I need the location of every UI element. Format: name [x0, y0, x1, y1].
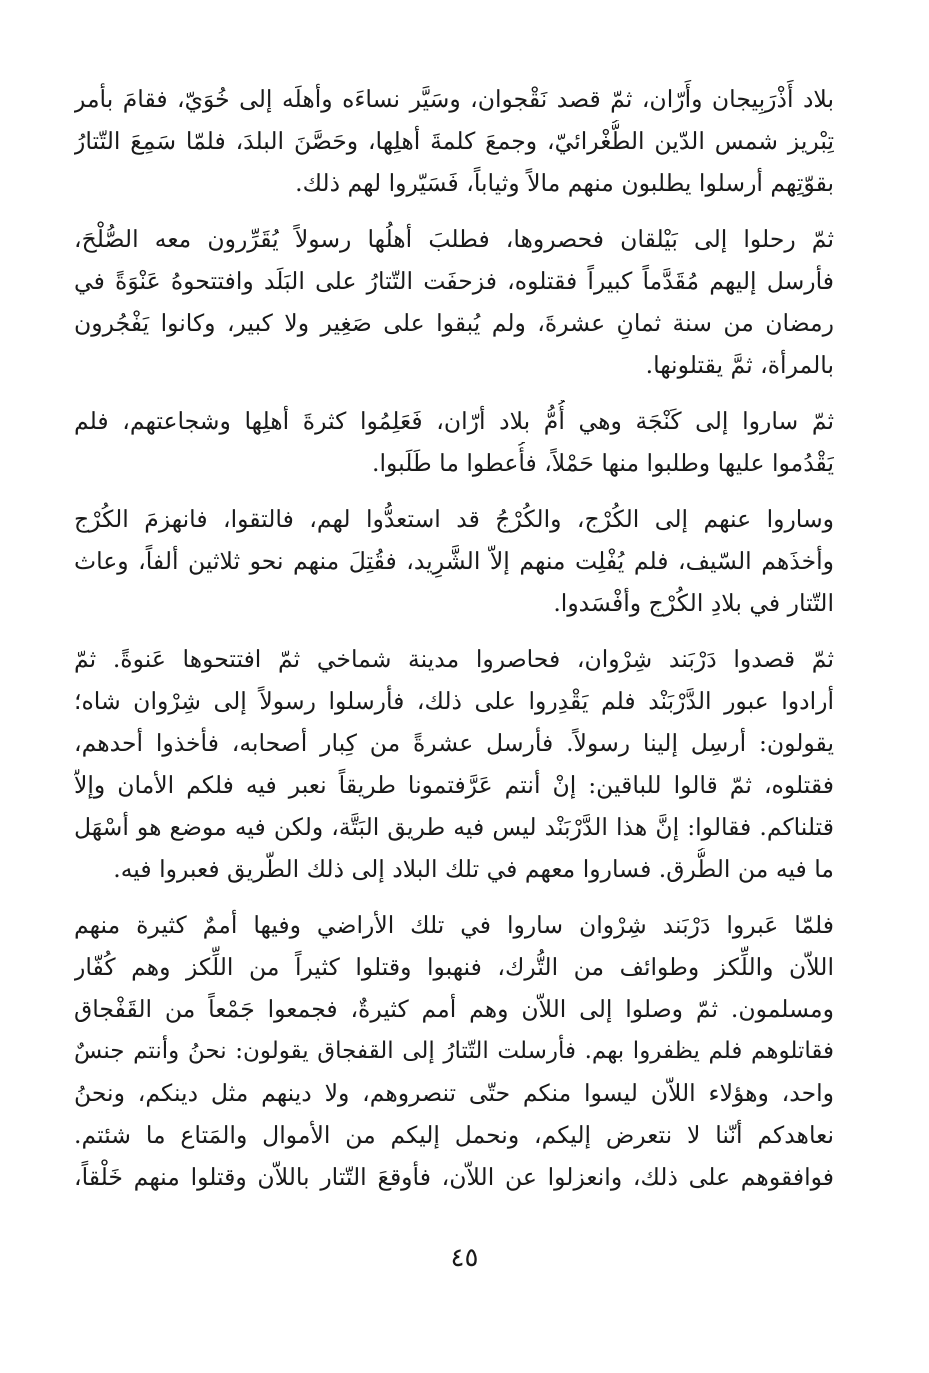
text-line: فقتلوه، ثمّ قالوا للباقين: إنْ أنتم عَرَّفتمونا طريقاً نعبر فيه فلكم الأمان وإلاّ: [74, 771, 834, 799]
paragraph: [74, 498, 834, 624]
page-body: [74, 78, 834, 1212]
paragraph: [74, 218, 834, 386]
text-line: يَقْدُموا عليها وطلبوا منها حَمْلاً، فأُعطوا ما طَلَبوا.: [371, 449, 834, 477]
text-line: ومسلمون. ثمّ وصلوا إلى اللاّن وهم أمم كثيرةٌ، فجمعوا جَمْعاً من القَفْجاق: [74, 995, 834, 1023]
page-number: ٤٥: [450, 1243, 479, 1273]
text-line: يقولون: أرسِل إلينا رسولاً. فأرسل عشرةً من كِبار أصحابه، فأخذوا أحدهم،: [74, 729, 834, 757]
text-line: ثمّ قصدوا دَرْبَند شِرْوان، فحاصروا مدينة شماخي ثمّ افتتحوها عَنوةً. ثمّ: [74, 645, 834, 673]
paragraph: [74, 400, 834, 484]
paragraph: [74, 638, 834, 890]
text-line: رمضان من سنة ثمانِ عشرةَ، ولم يُبقوا على صَغِير ولا كبير، وكانوا يَفْجُرون: [74, 309, 834, 337]
paragraph: [74, 904, 834, 1198]
text-line: ما فيه من الطُّرق. فساروا معهم في تلك البلاد إلى ذلك الطّريق فعبروا فيه.: [113, 855, 834, 883]
text-line: بلاد أَذْرَبِيجان وأَرّان، ثمّ قصد نَقْجوان، وسَيَّر نساءَه وأهلَه إلى خُوَيّ، فقامَ بأمر: [74, 85, 834, 113]
text-line: بالمرأة، ثمَّ يقتلونها.: [645, 351, 834, 379]
text-line: تِبْريز شمس الدّين الطُّغْرائيّ، وجمعَ كلمةَ أهلِها، وحَصَّنَ البلدَ، فلمّا سَمِعَ التّتارُ: [74, 127, 834, 155]
text-line: بقوّتِهم أرسلوا يطلبون منهم مالاً وثياباً، فَسَيّروا لهم ذلك.: [295, 169, 834, 197]
text-line: قتلناكم. فقالوا: إنَّ هذا الدَّرْبَنْد ليس فيه طريق البَتَّة، ولكن فيه موضع هو أسْهَل: [74, 813, 834, 841]
text-line: ثمّ رحلوا إلى بَيْلقان فحصروها، فطلبَ أهلُها رسولاً يُقَرِّرون معه الصُّلْحَ،: [74, 225, 834, 253]
text-line: واحد، وهؤلاء اللاّن ليسوا منكم حتّى تنصروهم، ولا دينهم مثل دينكم، ونحنُ: [74, 1079, 834, 1107]
text-line: اللاّن واللِّكز وطوائف من التُّرك، فنهبوا وقتلوا كثيراً من اللِّكز وهم كُفّار: [74, 953, 834, 981]
text-line: فلمّا عَبروا دَرْبَند شِرْوان ساروا في تلك الأراضي وفيها أممٌ كثيرة منهم: [74, 911, 834, 939]
text-line: وساروا عنهم إلى الكُرْج، والكُرْجُ قد استعدُّوا لهم، فالتقوا، فانهزمَ الكُرْج: [74, 505, 834, 533]
paragraph: [74, 78, 834, 204]
text-line: ثمّ ساروا إلى كَنْجَة وهي أُمُّ بلاد أرّان، فَعَلِمُوا كثرةَ أهلِها وشجاعتهم، فلم: [74, 407, 834, 435]
text-line: فقاتلوهم فلم يظفروا بهم. فأرسلت التّتارُ إلى القفجاق يقولون: نحنُ وأنتم جنسٌ: [74, 1038, 834, 1064]
text-line: التّتار في بلادِ الكُرْج وأفْسَدوا.: [553, 589, 834, 617]
text-line: فأرسل إليهم مُقَدَّماً كبيراً فقتلوه، فزحفَت التّتارُ على البَلَد وافتتحوهُ عَنْوَةً في: [74, 267, 834, 295]
text-line: وأخذَهم السّيف، فلم يُفْلِت منهم إلاّ الشَّرِيد، فقُتِلَ منهم نحو ثلاثين ألفاً، وعاث: [74, 547, 834, 575]
text-line: نعاهدكم أنّنا لا نتعرض إليكم، ونحمل إليكم من الأموال والمَتاع ما شئتم.: [74, 1121, 834, 1149]
text-line: أرادوا عبور الدَّرْبَنْد فلم يَقْدِروا على ذلك، فأرسلوا رسولاً إلى شِرْوان شاه؛: [74, 687, 834, 715]
text-line: فوافقوهم على ذلك، وانعزلوا عن اللاّن، فأوقعَ التّتار باللاّن وقتلوا منهم خَلْقاً،: [74, 1163, 834, 1191]
